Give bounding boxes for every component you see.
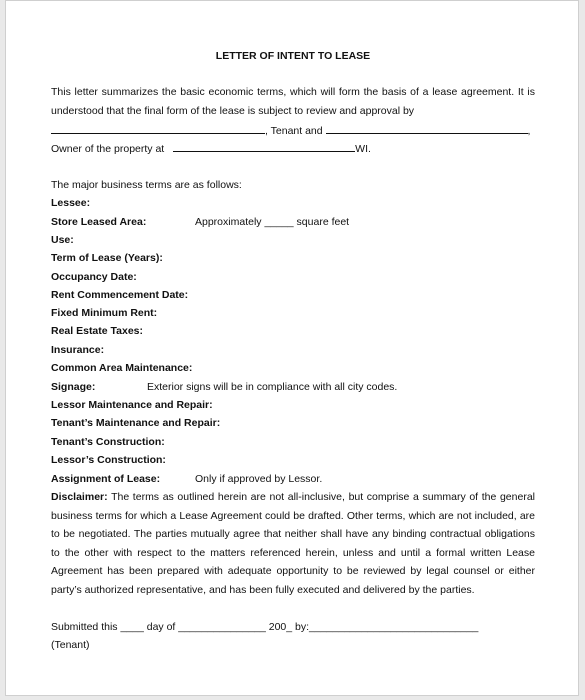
blank-line [326,122,528,134]
trailing-comma: , [527,125,531,137]
term-label: Signage: [51,381,96,393]
tenant-and-text: , Tenant and [265,125,323,137]
term-insurance: Insurance: [51,344,105,356]
term-lessor-construction: Lessor’s Construction: [51,454,166,466]
state-text: WI. [355,143,371,155]
disclaimer-paragraph [51,488,535,599]
term-real-estate-taxes: Real Estate Taxes: [51,325,144,337]
term-label: Assignment of Lease: [51,473,161,485]
term-value: Only if approved by Lessor. [195,473,323,485]
term-use: Use: [51,234,74,246]
disclaimer-label: Disclaimer: [51,491,108,503]
term-store-area [51,214,535,230]
owner-line [51,140,535,156]
term-assignment [51,471,535,487]
tenant-label: (Tenant) [51,639,90,651]
term-lease-years: Term of Lease (Years): [51,252,163,264]
term-common-area: Common Area Maintenance: [51,362,193,374]
term-tenant-construction: Tenant’s Construction: [51,436,165,448]
tenant-owner-line [51,122,535,138]
owner-label: Owner of the property at [51,143,165,155]
term-lessee: Lessee: [51,197,91,209]
term-value: Exterior signs will be in compliance with all city codes. [147,381,398,393]
term-value: Approximately _____ square feet [195,216,350,228]
term-label: Store Leased Area: [51,216,147,228]
document-page [5,0,579,696]
blank-line [173,140,355,152]
submitted-line: Submitted this ____ day of _______________ 200_ by:_____________________________ [51,621,479,633]
term-fixed-rent: Fixed Minimum Rent: [51,307,158,319]
term-lessor-maintenance: Lessor Maintenance and Repair: [51,399,213,411]
terms-intro: The major business terms are as follows: [51,179,242,191]
term-signage [51,379,535,395]
term-rent-commencement: Rent Commencement Date: [51,289,189,301]
blank-line [51,122,265,134]
intro-paragraph: This letter summarizes the basic economic terms, which will form the basis of a lease agreement. It is understood that the final form of the lease is subject to review and approval by [51,86,535,117]
document-title: LETTER OF INTENT TO LEASE [215,50,371,62]
term-occupancy: Occupancy Date: [51,271,137,283]
term-tenant-maintenance: Tenant’s Maintenance and Repair: [51,417,221,429]
disclaimer-text: The terms as outlined herein are not all-inclusive, but comprise a summary of the general business terms for which a Lease Agreement could be drafted. Other terms, which are not included, are to be negotiated. The parties mutually agree that neither shall have any binding contractual obligations to the other with respect to the matters referenced herein, unless and until a formal written Lease Agreement has been prepared with adequate opportunity to be reviewed by legal counsel or either party’s authorized representative, and has been fully executed and delivered by the parties. [51,491,535,596]
